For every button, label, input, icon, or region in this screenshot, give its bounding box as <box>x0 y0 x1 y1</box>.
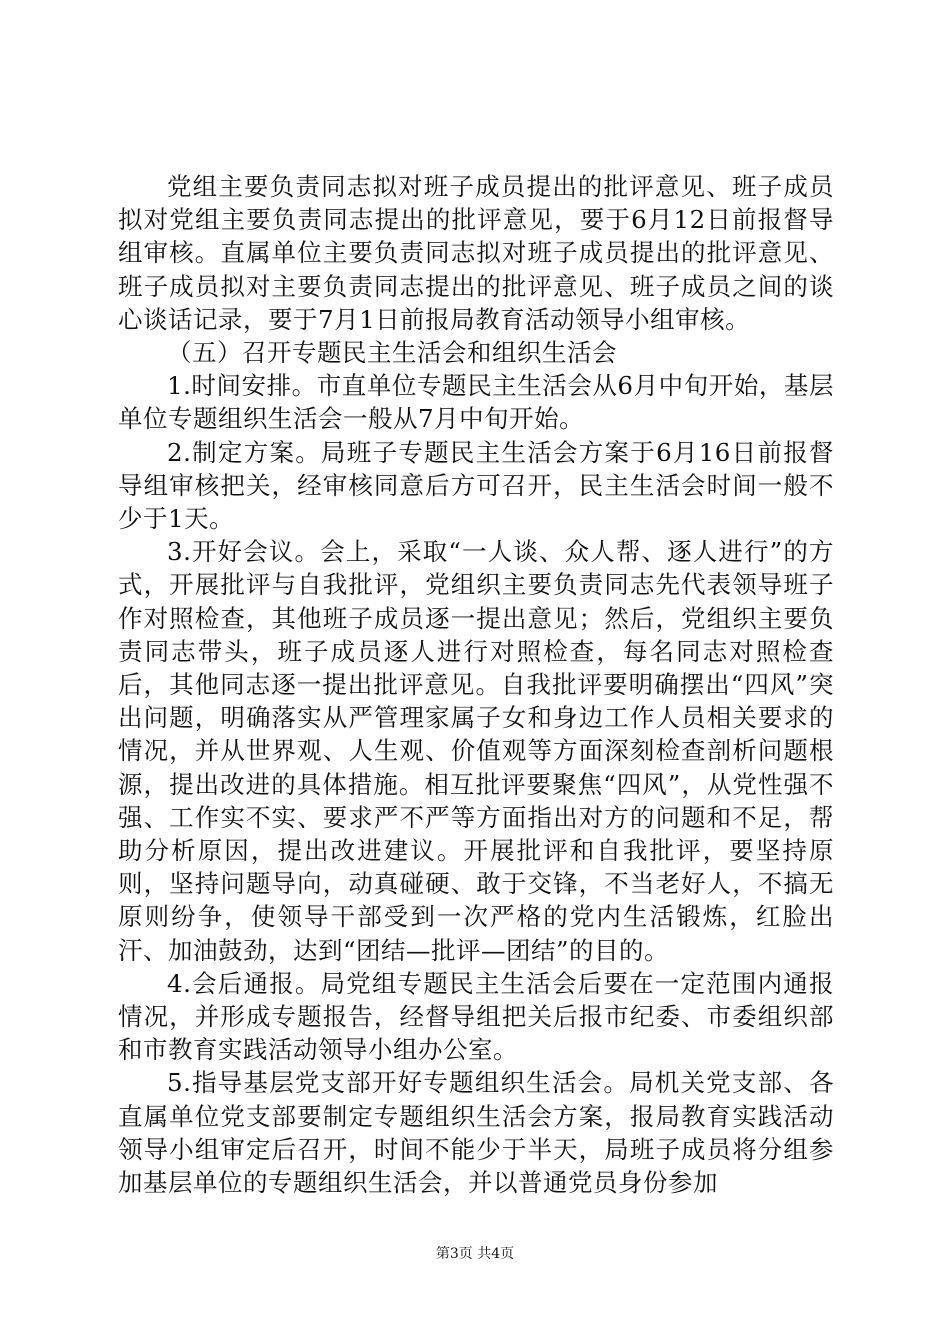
paragraph-criticism-review: 党组主要负责同志拟对班子成员提出的批评意见、班子成员拟对党组主要负责同志提出的批评意见，要于6月12日前报督导组审核。直属单位主要负责同志拟对班子成员提出的批评意见、班子成员拟对主要负责同志提出的批评意见、班子成员之间的谈心谈话记录，要于7月1日前报局教育活动领导小组审核。 <box>118 172 834 334</box>
paragraph-item-1: 1.时间安排。市直单位专题民主生活会从6月中旬开始，基层单位专题组织生活会一般从7月中旬开始。 <box>118 371 834 434</box>
paragraph-item-3: 3.开好会议。会上，采取“一人谈、众人帮、逐人进行”的方式，开展批评与自我批评，党组织主要负责同志先代表领导班子作对照检查，其他班子成员逐一提出意见；然后，党组织主要负责同志带头，班子成员逐人进行对照检查，每名同志对照检查后，其他同志逐一提出批评意见。自我批评要明确摆出“四风”突出问题，明确落实从严管理家属子女和身边工作人员相关要求的情况，并从世界观、人生观、价值观等方面深刻检查剖析问题根源，提出改进的具体措施。相互批评要聚焦“四风”，从党性强不强、工作实不实、要求严不严等方面指出对方的问题和不足，帮助分析原因，提出改进建议。开展批评和自我批评，要坚持原则，坚持问题导向，动真碰硬、敢于交锋，不当老好人，不搞无原则纷争，使领导干部受到一次严格的党内生活锻炼，红脸出汗、加油鼓劲，达到“团结—批评—团结”的目的。 <box>118 537 834 965</box>
page-number-footer: 第3页 共4页 <box>435 1246 515 1262</box>
paragraph-item-5: 5.指导基层党支部开好专题组织生活会。局机关党支部、各直属单位党支部要制定专题组织生活会方案，报局教育实践活动领导小组审定后召开，时间不能少于半天，局班子成员将分组参加基层单位的专题组织生活会，并以普通党员身份参加 <box>118 1068 834 1198</box>
document-body <box>118 170 834 1199</box>
paragraph-item-2: 2.制定方案。局班子专题民主生活会方案于6月16日前报督导组审核把关，经审核同意后方可召开，民主生活会时间一般不少于1天。 <box>118 437 834 534</box>
paragraph-item-4: 4.会后通报。局党组专题民主生活会后要在一定范围内通报情况，并形成专题报告，经督导组把关后报市纪委、市委组织部和市教育实践活动领导小组办公室。 <box>118 968 834 1065</box>
section-heading-five: （五）召开专题民主生活会和组织生活会 <box>167 338 617 368</box>
